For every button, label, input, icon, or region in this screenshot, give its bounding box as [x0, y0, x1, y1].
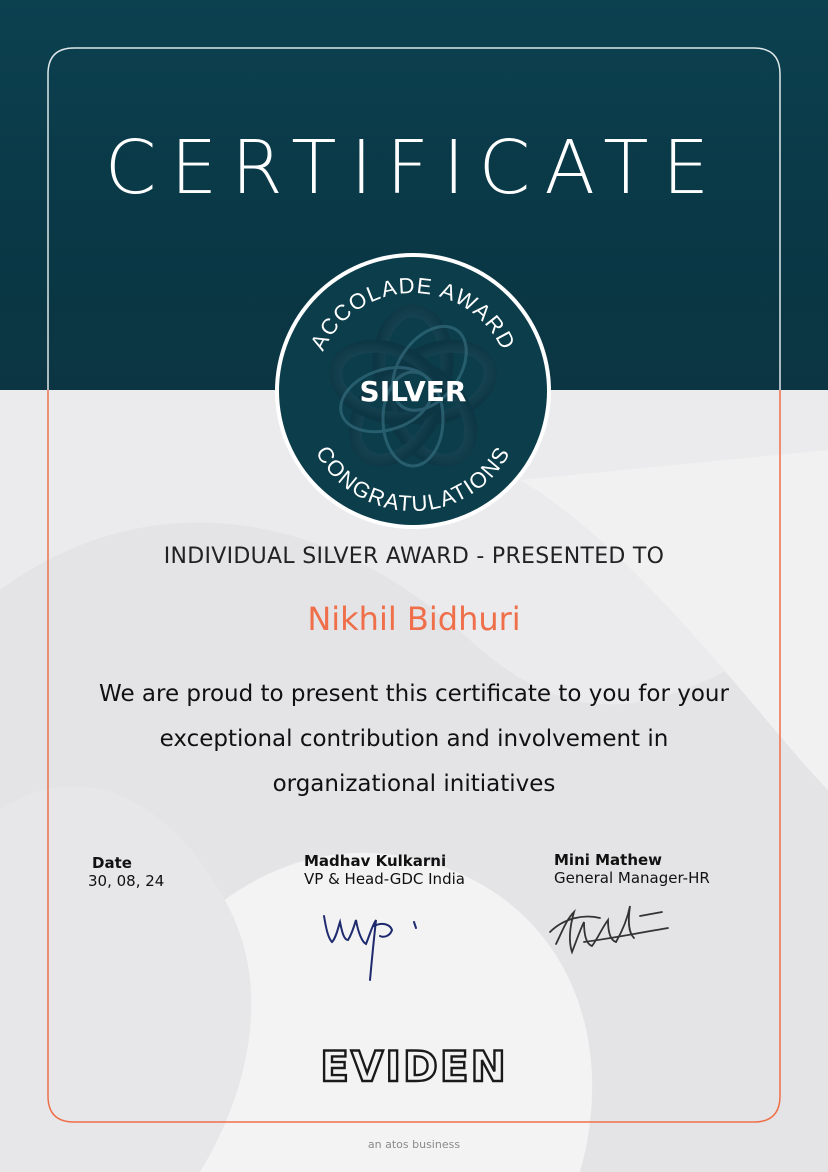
- svg-text:EVIDEN: EVIDEN: [320, 1043, 508, 1089]
- date-value: 30, 08, 24: [88, 872, 165, 890]
- signature-mini-icon: [544, 898, 674, 962]
- signatory-2-block: [554, 851, 710, 887]
- accolade-badge-icon: [273, 251, 553, 531]
- date-block: [88, 854, 164, 890]
- logo-tagline: an atos business: [367, 1138, 461, 1151]
- signatory-1-name: Madhav Kulkarni: [304, 852, 447, 870]
- certificate-message: We are proud to present this certificate to you for your exceptional contribution and involvement in organizational initiatives: [99, 681, 729, 797]
- signatory-1-block: [304, 852, 465, 888]
- recipient-name: Nikhil Bidhuri: [307, 600, 521, 638]
- signature-madhav-icon: [318, 898, 428, 988]
- signatory-2-name: Mini Mathew: [554, 851, 663, 869]
- svg-text:CONGRATULATIONS: CONGRATULATIONS: [310, 441, 516, 517]
- svg-text:ACCOLADE AWARD: ACCOLADE AWARD: [305, 272, 521, 355]
- signatory-1-role: VP & Head-GDC India: [304, 870, 465, 888]
- eviden-logo-icon: [303, 1043, 525, 1089]
- certificate-title: CERTIFICATE: [104, 125, 724, 211]
- date-label: Date: [92, 854, 132, 872]
- presented-line: INDIVIDUAL SILVER AWARD - PRESENTED TO: [163, 544, 665, 569]
- signatory-2-role: General Manager-HR: [554, 869, 710, 887]
- badge-center-text: SILVER: [359, 375, 467, 408]
